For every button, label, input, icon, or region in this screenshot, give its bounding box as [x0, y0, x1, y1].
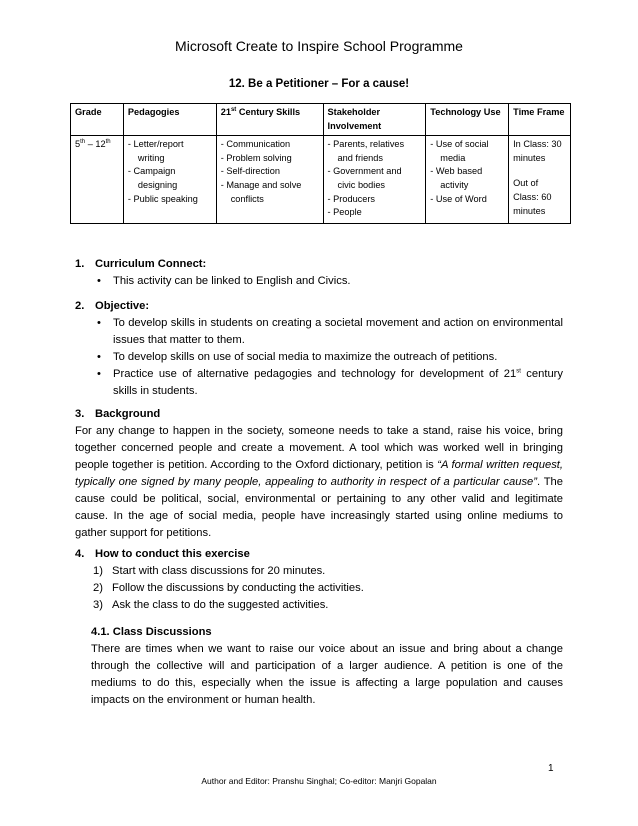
- section-how-to: [75, 546, 563, 614]
- document-title: 12. Be a Petitioner – For a cause!: [228, 78, 410, 90]
- section-heading: 4. How to conduct this exercise: [75, 548, 250, 560]
- list-item: - Government and civic bodies: [328, 165, 422, 192]
- table-header-row: [71, 104, 571, 136]
- background-paragraph: For any change to happen in the society, someone needs to take a stand, raise his voice, bring together concerned people and create a movement. A tool which was worked well in bringing people together is petition. According to the Oxford dictionary, petition is “A formal written request, typically one signed by many people, appealing to authority in respect of a particular cause”. The cause could be political, social, environmental or pertaining to any other valid and legitimate cause. In the age of social media, people have increasingly started using online mediums to gather support for petitions.: [75, 425, 563, 539]
- list-item: • Practice use of alternative pedagogies and technology for development of 21st century skills in students.: [97, 368, 563, 397]
- header-skills: 21st Century Skills: [216, 104, 323, 136]
- header-grade: Grade: [71, 104, 124, 136]
- cell-time-frame: [509, 136, 571, 224]
- section-heading: 3. Background: [75, 408, 161, 420]
- bullet-icon: •: [97, 275, 101, 287]
- list-item: - Producers: [328, 193, 422, 207]
- list-item: • To develop skills on use of social media to maximize the outreach of petitions.: [75, 349, 563, 366]
- cell-pedagogies: [123, 136, 216, 224]
- list-item: - Use of social media: [430, 138, 504, 165]
- list-item: - Problem solving: [221, 152, 319, 166]
- page-number: 1: [548, 763, 554, 774]
- list-item: - Parents, relatives and friends: [328, 138, 422, 165]
- section-objective: [75, 298, 563, 400]
- section-heading: 2. Objective:: [75, 300, 150, 312]
- section-heading: 1. Curriculum Connect:: [75, 258, 207, 270]
- header-pedagogies: Pedagogies: [123, 104, 216, 136]
- cell-skills: [216, 136, 323, 224]
- bullet-icon: •: [97, 351, 101, 363]
- list-item: • This activity can be linked to English and Civics.: [75, 273, 563, 290]
- list-item: - Web based activity: [430, 165, 504, 192]
- page-header-title: Microsoft Create to Inspire School Programme: [175, 38, 463, 54]
- list-item: - Communication: [221, 138, 319, 152]
- list-item: - Use of Word: [430, 193, 504, 207]
- header-time-frame: Time Frame: [509, 104, 571, 136]
- list-item: - Self-direction: [221, 165, 319, 179]
- header-stakeholder: Stakeholder Involvement: [323, 104, 426, 136]
- list-item: - Campaign designing: [128, 165, 212, 192]
- section-background: [75, 406, 563, 542]
- cell-grade: 5th – 12th: [71, 136, 124, 224]
- bullet-icon: •: [97, 368, 101, 380]
- subsection-class-discussions: [75, 624, 563, 709]
- list-item: 3) Ask the class to do the suggested activities.: [93, 599, 329, 611]
- page-footer: Author and Editor: Pranshu Singhal; Co-editor: Manjri Gopalan: [201, 776, 437, 786]
- list-item: - Public speaking: [128, 193, 212, 207]
- header-technology: Technology Use: [426, 104, 509, 136]
- list-item: - People: [328, 206, 422, 220]
- list-item: 2) Follow the discussions by conducting the activities.: [93, 582, 364, 594]
- time-in-class: In Class: 30 minutes: [513, 139, 562, 163]
- time-out-class: Out of Class: 60 minutes: [513, 178, 552, 216]
- list-item: - Manage and solve conflicts: [221, 179, 319, 206]
- cell-stakeholders: [323, 136, 426, 224]
- class-discussions-paragraph: There are times when we want to raise our voice about an issue and bring about a change through the collective will and participation of a larger audience. A petition is one of the mediums to do this, especially when the issue is affecting a large population and causes impacts on the environment or human health.: [91, 643, 563, 706]
- oxford-quote: “A formal written request, typically one signed by many people, appealing to authority in respect of a particular cause”: [75, 459, 563, 488]
- section-curriculum: [75, 256, 563, 290]
- activity-info-table: [70, 103, 571, 224]
- list-item: • To develop skills in students on creating a societal movement and action on environmental issues that matter to them.: [97, 317, 563, 346]
- cell-technology: [426, 136, 509, 224]
- list-item: 1) Start with class discussions for 20 minutes.: [93, 565, 326, 577]
- list-item: - Letter/report writing: [128, 138, 212, 165]
- subsection-heading: 4.1. Class Discussions: [91, 626, 212, 638]
- bullet-icon: •: [97, 317, 101, 329]
- table-row: [71, 136, 571, 224]
